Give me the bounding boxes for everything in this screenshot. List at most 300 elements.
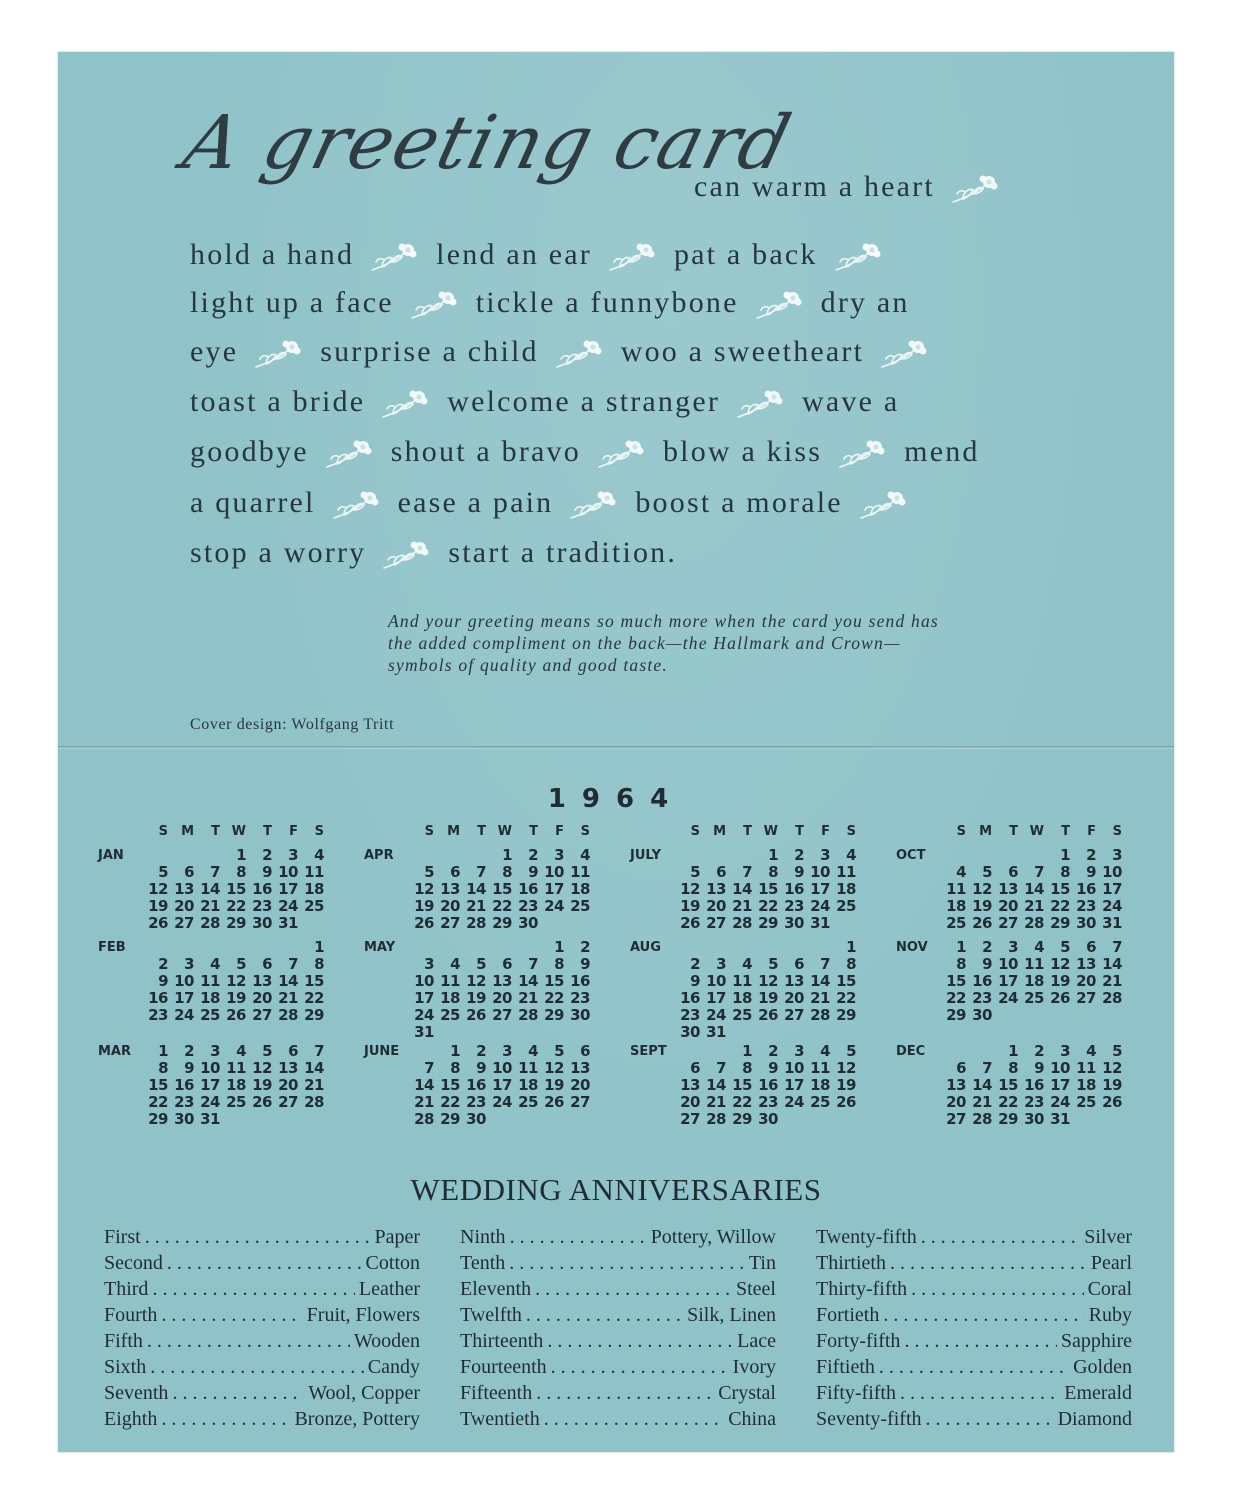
anniversary-gift: Coral	[1087, 1278, 1132, 1300]
flower-icon	[753, 288, 805, 322]
day-cell: 29	[544, 1006, 564, 1024]
day-cell: 12	[544, 1059, 564, 1077]
day-cell: 16	[784, 880, 804, 898]
verse-phrase: ease a pain	[397, 486, 554, 519]
day-cell: 3	[210, 1042, 220, 1060]
day-cell: 3	[794, 1042, 804, 1060]
day-cell: 16	[1076, 880, 1096, 898]
leader-dots	[167, 1250, 362, 1276]
day-cell: 10	[492, 1059, 512, 1077]
anniversary-gift: Silver	[1084, 1226, 1132, 1248]
day-cell: 2	[184, 1042, 194, 1060]
anniversary-year: Fifteenth	[460, 1382, 533, 1404]
verse-line	[190, 385, 899, 421]
day-cell: 26	[148, 914, 168, 932]
anniversary-column	[460, 1224, 776, 1432]
day-cell: 12	[252, 1059, 272, 1077]
day-cell: 24	[1102, 897, 1122, 915]
day-cell: 8	[158, 1059, 168, 1077]
verse-phrase: light up a face	[190, 286, 394, 319]
hallmark-quote	[388, 610, 1068, 676]
weekday-label: T	[263, 824, 272, 839]
day-cell: 18	[946, 897, 966, 915]
anniversary-year: Thirty-fifth	[816, 1278, 908, 1300]
day-cell: 28	[1024, 914, 1044, 932]
day-cell: 22	[544, 989, 564, 1007]
month-name: DEC	[896, 1044, 926, 1059]
anniversary-gift: Silk, Linen	[687, 1304, 776, 1326]
day-cell: 22	[148, 1093, 168, 1111]
verse-phrase: welcome a stranger	[447, 385, 721, 418]
day-cell: 14	[706, 1076, 726, 1094]
day-cell: 19	[544, 1076, 564, 1094]
day-cell: 21	[200, 897, 220, 915]
day-cell: 28	[200, 914, 220, 932]
month-name: AUG	[630, 940, 661, 955]
day-cell: 9	[158, 972, 168, 990]
anniversary-year: Fortieth	[816, 1304, 880, 1326]
verse-line	[190, 486, 925, 522]
day-cell: 10	[706, 972, 726, 990]
anniversary-row	[104, 1224, 420, 1250]
verse-phrase: eye	[190, 335, 239, 368]
day-cell: 18	[836, 880, 856, 898]
weekday-label: M	[713, 824, 726, 839]
anniversary-gift: Leather	[358, 1278, 420, 1300]
day-cell: 8	[1060, 863, 1070, 881]
day-cell: 4	[1034, 938, 1044, 956]
day-cell: 1	[554, 938, 564, 956]
script-title: A greeting card	[175, 100, 800, 186]
anniversary-year: Seventy-fifth	[816, 1408, 922, 1430]
leader-dots	[147, 1328, 350, 1354]
weekday-label: W	[231, 824, 246, 839]
flower-icon	[832, 240, 884, 274]
weekday-label: T	[743, 824, 752, 839]
anniversary-year: Tenth	[460, 1252, 506, 1274]
day-cell: 26	[226, 1006, 246, 1024]
day-cell: 29	[1050, 914, 1070, 932]
day-cell: 20	[570, 1076, 590, 1094]
anniversary-row	[816, 1276, 1132, 1302]
day-cell: 10	[998, 955, 1018, 973]
anniversary-year: First	[104, 1226, 141, 1248]
day-cell: 12	[414, 880, 434, 898]
day-cell: 10	[1102, 863, 1122, 881]
day-cell: 29	[492, 914, 512, 932]
day-cell: 25	[732, 1006, 752, 1024]
flower-icon	[330, 488, 382, 522]
day-cell: 5	[1112, 1042, 1122, 1060]
day-cell: 26	[680, 914, 700, 932]
leader-dots	[536, 1380, 714, 1406]
day-cell: 19	[414, 897, 434, 915]
month-name: MAR	[98, 1044, 132, 1059]
day-cell: 10	[544, 863, 564, 881]
day-cell: 19	[226, 989, 246, 1007]
anniversary-year: Third	[104, 1278, 149, 1300]
day-cell: 11	[732, 972, 752, 990]
anniversary-gift: Wool, Copper	[308, 1382, 420, 1404]
day-cell: 6	[450, 863, 460, 881]
day-cell: 27	[440, 914, 460, 932]
weekday-label: T	[1009, 824, 1018, 839]
day-cell: 15	[304, 972, 324, 990]
day-cell: 29	[946, 1006, 966, 1024]
day-cell: 17	[278, 880, 298, 898]
day-cell: 4	[846, 846, 856, 864]
day-cell: 15	[492, 880, 512, 898]
day-cell: 26	[466, 1006, 486, 1024]
day-cell: 3	[1112, 846, 1122, 864]
day-cell: 24	[414, 1006, 434, 1024]
anniversary-row	[816, 1406, 1132, 1432]
day-cell: 26	[972, 914, 992, 932]
day-cell: 13	[998, 880, 1018, 898]
day-cell: 13	[784, 972, 804, 990]
day-cell: 30	[784, 914, 804, 932]
day-cell: 17	[706, 989, 726, 1007]
month-name: JULY	[630, 848, 662, 863]
day-cell: 17	[174, 989, 194, 1007]
weekday-label: T	[211, 824, 220, 839]
day-cell: 16	[680, 989, 700, 1007]
day-cell: 13	[706, 880, 726, 898]
weekday-label: W	[763, 824, 778, 839]
day-cell: 18	[200, 989, 220, 1007]
day-cell: 24	[200, 1093, 220, 1111]
day-cell: 23	[972, 989, 992, 1007]
anniversary-row	[460, 1276, 776, 1302]
day-cell: 29	[758, 914, 778, 932]
leader-dots	[890, 1250, 1087, 1276]
day-cell: 14	[414, 1076, 434, 1094]
day-cell: 30	[1076, 914, 1096, 932]
anniversary-year: Twelfth	[460, 1304, 522, 1326]
day-cell: 7	[982, 1059, 992, 1077]
day-cell: 22	[226, 897, 246, 915]
day-cell: 3	[184, 955, 194, 973]
day-cell: 15	[148, 1076, 168, 1094]
day-cell: 1	[742, 1042, 752, 1060]
day-cell: 30	[466, 1110, 486, 1128]
day-cell: 31	[1050, 1110, 1070, 1128]
day-cell: 27	[784, 1006, 804, 1024]
day-cell: 24	[174, 1006, 194, 1024]
day-cell: 2	[982, 938, 992, 956]
day-cell: 12	[758, 972, 778, 990]
weekday-label: F	[555, 824, 564, 839]
day-cell: 2	[528, 846, 538, 864]
anniversary-row	[460, 1250, 776, 1276]
leader-dots	[535, 1276, 732, 1302]
day-cell: 15	[946, 972, 966, 990]
flower-icon	[323, 437, 375, 471]
day-cell: 29	[732, 1110, 752, 1128]
day-cell: 7	[528, 955, 538, 973]
day-cell: 10	[278, 863, 298, 881]
day-cell: 5	[554, 1042, 564, 1060]
anniversary-gift: Emerald	[1064, 1382, 1132, 1404]
day-cell: 14	[304, 1059, 324, 1077]
flower-icon	[949, 172, 1001, 206]
day-cell: 27	[1076, 989, 1096, 1007]
day-cell: 8	[768, 863, 778, 881]
day-cell: 23	[174, 1093, 194, 1111]
day-cell: 30	[1024, 1110, 1044, 1128]
day-cell: 23	[1024, 1093, 1044, 1111]
day-cell: 12	[148, 880, 168, 898]
day-cell: 20	[680, 1093, 700, 1111]
day-cell: 27	[998, 914, 1018, 932]
flower-icon	[408, 288, 460, 322]
anniversary-gift: Wooden	[353, 1330, 420, 1352]
weekday-label: W	[497, 824, 512, 839]
day-cell: 4	[210, 955, 220, 973]
day-cell: 24	[1050, 1093, 1070, 1111]
weekday-label: S	[846, 824, 856, 839]
day-cell: 1	[158, 1042, 168, 1060]
day-cell: 1	[1060, 846, 1070, 864]
verse-line	[190, 335, 946, 371]
day-cell: 5	[690, 863, 700, 881]
day-cell: 27	[174, 914, 194, 932]
day-cell: 2	[1086, 846, 1096, 864]
day-cell: 9	[690, 972, 700, 990]
day-cell: 5	[982, 863, 992, 881]
day-cell: 16	[758, 1076, 778, 1094]
anniversary-gift: Fruit, Flowers	[306, 1304, 420, 1326]
leader-dots	[526, 1302, 683, 1328]
day-cell: 31	[1102, 914, 1122, 932]
day-cell: 13	[570, 1059, 590, 1077]
day-cell: 13	[440, 880, 460, 898]
weekday-label: S	[1112, 824, 1122, 839]
day-cell: 11	[518, 1059, 538, 1077]
day-cell: 4	[742, 955, 752, 973]
flower-icon	[380, 538, 432, 572]
calendar-year: 1964	[547, 784, 685, 814]
anniversary-row	[816, 1302, 1132, 1328]
day-cell: 18	[1076, 1076, 1096, 1094]
flower-icon	[878, 337, 930, 371]
day-cell: 17	[492, 1076, 512, 1094]
day-cell: 7	[742, 863, 752, 881]
day-cell: 4	[314, 846, 324, 864]
day-cell: 14	[810, 972, 830, 990]
day-cell: 29	[226, 914, 246, 932]
day-cell: 28	[304, 1093, 324, 1111]
day-cell: 10	[810, 863, 830, 881]
day-cell: 28	[706, 1110, 726, 1128]
day-cell: 7	[1112, 938, 1122, 956]
day-cell: 1	[314, 938, 324, 956]
day-cell: 14	[1102, 955, 1122, 973]
day-cell: 4	[956, 863, 966, 881]
day-cell: 31	[278, 914, 298, 932]
day-cell: 28	[1102, 989, 1122, 1007]
day-cell: 7	[314, 1042, 324, 1060]
day-cell: 12	[972, 880, 992, 898]
anniversary-gift: Pottery, Willow	[650, 1226, 776, 1248]
day-cell: 7	[288, 955, 298, 973]
day-cell: 30	[252, 914, 272, 932]
day-cell: 1	[768, 846, 778, 864]
day-cell: 24	[706, 1006, 726, 1024]
day-cell: 16	[252, 880, 272, 898]
day-cell: 9	[580, 955, 590, 973]
day-cell: 13	[492, 972, 512, 990]
leader-dots	[544, 1406, 725, 1432]
day-cell: 6	[794, 955, 804, 973]
verse-phrase: tickle a funnybone	[475, 286, 739, 319]
day-cell: 26	[414, 914, 434, 932]
anniversary-row	[104, 1328, 420, 1354]
anniversary-gift: Cotton	[365, 1252, 420, 1274]
weekday-label: F	[821, 824, 830, 839]
leader-dots	[921, 1224, 1080, 1250]
leader-dots	[509, 1250, 745, 1276]
verse-phrase: can warm a heart	[694, 170, 935, 203]
day-cell: 14	[1024, 880, 1044, 898]
flower-icon	[595, 437, 647, 471]
day-cell: 3	[554, 846, 564, 864]
verse-line	[190, 286, 910, 322]
day-cell: 29	[148, 1110, 168, 1128]
anniversary-gift: Pearl	[1090, 1252, 1132, 1274]
day-cell: 27	[680, 1110, 700, 1128]
day-cell: 11	[836, 863, 856, 881]
day-cell: 21	[518, 989, 538, 1007]
day-cell: 1	[236, 846, 246, 864]
day-cell: 9	[1086, 863, 1096, 881]
day-cell: 12	[1050, 955, 1070, 973]
verse-phrase: a quarrel	[190, 486, 316, 519]
day-cell: 6	[716, 863, 726, 881]
day-cell: 17	[998, 972, 1018, 990]
leader-dots	[879, 1354, 1069, 1380]
flower-icon	[857, 488, 909, 522]
day-cell: 21	[972, 1093, 992, 1111]
anniversary-column	[816, 1224, 1132, 1432]
day-cell: 7	[424, 1059, 434, 1077]
day-cell: 11	[1076, 1059, 1096, 1077]
day-cell: 8	[742, 1059, 752, 1077]
day-cell: 7	[1034, 863, 1044, 881]
verse-line	[190, 536, 677, 572]
day-cell: 25	[518, 1093, 538, 1111]
day-cell: 23	[252, 897, 272, 915]
day-cell: 4	[580, 846, 590, 864]
anniversary-gift: Bronze, Pottery	[294, 1408, 420, 1430]
day-cell: 8	[846, 955, 856, 973]
day-cell: 25	[836, 897, 856, 915]
day-cell: 21	[304, 1076, 324, 1094]
day-cell: 2	[158, 955, 168, 973]
anniversary-year: Second	[104, 1252, 163, 1274]
day-cell: 1	[956, 938, 966, 956]
day-cell: 5	[158, 863, 168, 881]
day-cell: 23	[680, 1006, 700, 1024]
day-cell: 13	[1076, 955, 1096, 973]
day-cell: 4	[236, 1042, 246, 1060]
anniversary-gift: Diamond	[1057, 1408, 1132, 1430]
day-cell: 7	[716, 1059, 726, 1077]
day-cell: 14	[278, 972, 298, 990]
weekday-label: W	[1029, 824, 1044, 839]
day-cell: 15	[226, 880, 246, 898]
day-cell: 20	[1076, 972, 1096, 990]
day-cell: 19	[148, 897, 168, 915]
anniversary-row	[460, 1380, 776, 1406]
day-cell: 10	[200, 1059, 220, 1077]
day-cell: 21	[810, 989, 830, 1007]
day-cell: 16	[466, 1076, 486, 1094]
weekday-label: M	[979, 824, 992, 839]
day-cell: 27	[252, 1006, 272, 1024]
day-cell: 19	[972, 897, 992, 915]
verse-phrase: shout a bravo	[390, 435, 581, 468]
greeting-card-sheet	[58, 52, 1174, 1452]
day-cell: 23	[1076, 897, 1096, 915]
anniversary-year: Fifty-fifth	[816, 1382, 896, 1404]
day-cell: 5	[476, 955, 486, 973]
day-cell: 25	[440, 1006, 460, 1024]
month-name: NOV	[896, 940, 928, 955]
day-cell: 3	[424, 955, 434, 973]
day-cell: 16	[148, 989, 168, 1007]
month-name: JUNE	[364, 1044, 400, 1059]
day-cell: 21	[706, 1093, 726, 1111]
day-cell: 11	[946, 880, 966, 898]
day-cell: 1	[450, 1042, 460, 1060]
anniversary-year: Eleventh	[460, 1278, 532, 1300]
day-cell: 26	[1102, 1093, 1122, 1111]
day-cell: 30	[570, 1006, 590, 1024]
day-cell: 15	[836, 972, 856, 990]
day-cell: 26	[252, 1093, 272, 1111]
weekday-label: T	[529, 824, 538, 839]
anniversary-gift: Ruby	[1088, 1304, 1132, 1326]
day-cell: 30	[518, 914, 538, 932]
day-cell: 23	[518, 897, 538, 915]
day-cell: 26	[836, 1093, 856, 1111]
day-cell: 2	[794, 846, 804, 864]
anniversary-gift: Ivory	[732, 1356, 776, 1378]
anniversary-year: Fourteenth	[460, 1356, 547, 1378]
day-cell: 24	[544, 897, 564, 915]
anniversary-gift: Steel	[736, 1278, 776, 1300]
day-cell: 7	[820, 955, 830, 973]
day-cell: 22	[732, 1093, 752, 1111]
day-cell: 6	[690, 1059, 700, 1077]
day-cell: 8	[554, 955, 564, 973]
day-cell: 9	[982, 955, 992, 973]
day-cell: 26	[758, 1006, 778, 1024]
flower-icon	[553, 337, 605, 371]
day-cell: 31	[414, 1023, 434, 1041]
day-cell: 31	[706, 1023, 726, 1041]
day-cell: 18	[732, 989, 752, 1007]
leader-dots	[145, 1224, 371, 1250]
day-cell: 2	[580, 938, 590, 956]
day-cell: 19	[252, 1076, 272, 1094]
verse-phrase: mend	[904, 435, 980, 468]
anniversary-row	[460, 1224, 776, 1250]
day-cell: 20	[706, 897, 726, 915]
verse-phrase: start a tradition.	[448, 536, 678, 569]
day-cell: 6	[502, 955, 512, 973]
